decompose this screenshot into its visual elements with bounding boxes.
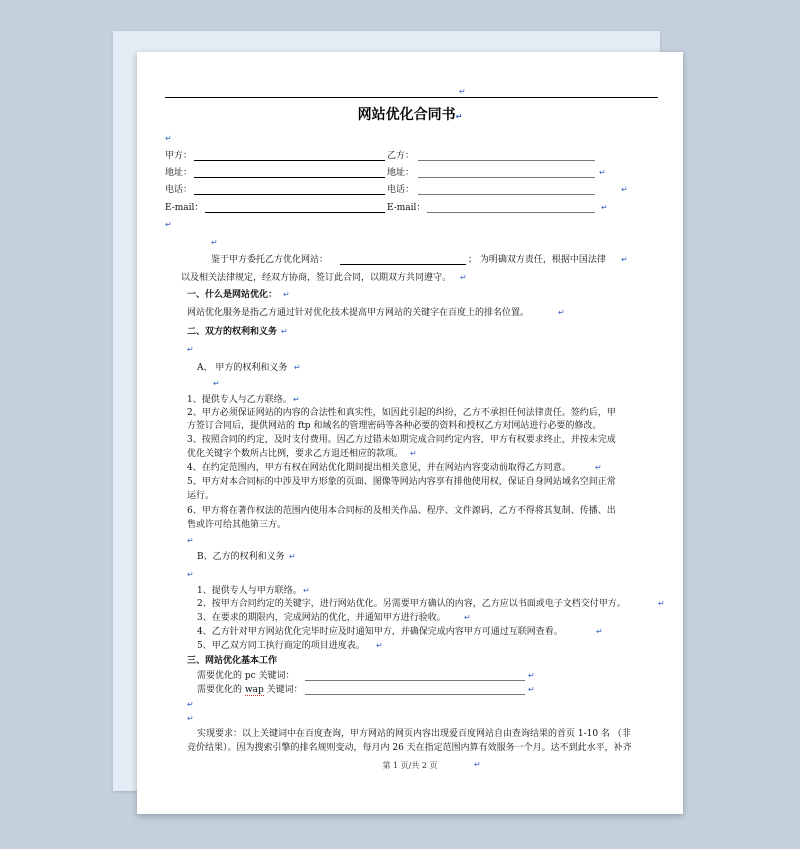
title-text: 网站优化合同书 bbox=[357, 107, 456, 123]
paragraph-mark-icon: ↵ bbox=[187, 700, 194, 709]
paragraph-mark-icon: ↵ bbox=[474, 760, 481, 769]
paragraph-mark-icon: ↵ bbox=[213, 379, 220, 388]
page-footer bbox=[137, 760, 683, 771]
paragraph-mark-icon: ↵ bbox=[187, 714, 194, 723]
email-a-field[interactable] bbox=[205, 212, 385, 213]
document-page[interactable] bbox=[137, 52, 683, 814]
document-title bbox=[137, 104, 683, 124]
paragraph-mark-icon: ↵ bbox=[621, 185, 628, 194]
party-a-field[interactable] bbox=[194, 160, 385, 161]
section-2-title: 二、双方的权利和义务 bbox=[187, 327, 278, 337]
a-item: 3、按照合同的约定，及时支付费用。因乙方过错未如期完成合同约定内容，甲方有权要求终止，并按未完成 bbox=[187, 435, 616, 445]
page-number: 第 1 页/共 2 页 bbox=[382, 761, 438, 770]
address-a-label: 地址： bbox=[165, 168, 193, 178]
paragraph-mark-icon: ↵ bbox=[528, 671, 535, 680]
party-a-label: 甲方： bbox=[165, 151, 193, 161]
paragraph-mark-icon: ↵ bbox=[293, 395, 300, 404]
paragraph-mark-icon: ↵ bbox=[460, 273, 467, 282]
paragraph-mark-icon: ↵ bbox=[303, 586, 310, 595]
phone-a-field[interactable] bbox=[194, 194, 385, 195]
paragraph-mark-icon: ↵ bbox=[283, 290, 290, 299]
intro-line-1a: 鉴于甲方委托乙方优化网站： bbox=[211, 255, 329, 265]
pc-keywords-field[interactable] bbox=[305, 680, 525, 681]
paragraph-mark-icon: ↵ bbox=[187, 536, 194, 545]
wap-keywords-field[interactable] bbox=[305, 694, 525, 695]
wap-keywords-label: 需要优化的 wap 关键词： bbox=[197, 685, 303, 695]
a-item: 方签订合同后，提供网站的 ftp 和域名的管理密码等各种必要的资料和授权乙方对网站进行必要的修改。 bbox=[187, 421, 602, 431]
paragraph-mark-icon: ↵ bbox=[187, 345, 194, 354]
paragraph-mark-icon: ↵ bbox=[459, 87, 466, 96]
paragraph-mark-icon: ↵ bbox=[596, 627, 603, 636]
paragraph-mark-icon: ↵ bbox=[658, 599, 665, 608]
phone-b-field[interactable] bbox=[418, 194, 595, 195]
spellcheck-underline: wap bbox=[244, 685, 264, 695]
paragraph-mark-icon: ↵ bbox=[599, 168, 606, 177]
party-b-field[interactable] bbox=[418, 160, 595, 161]
paragraph-mark-icon: ↵ bbox=[165, 134, 172, 143]
paragraph-mark-icon: ↵ bbox=[528, 685, 535, 694]
address-b-label: 地址： bbox=[387, 168, 415, 178]
section-1-text: 网站优化服务是指乙方通过针对优化技术提高甲方网站的关键字在百度上的排名位置。 bbox=[187, 308, 530, 318]
a-item: 5、甲方对本合同标的中涉及甲方形象的页面、图像等网站内容享有排他使用权，保证自身网站域名空间正常 bbox=[187, 477, 616, 487]
email-b-field[interactable] bbox=[427, 212, 595, 213]
a-item: 优化关键字个数所占比例，要求乙方退还相应的款项。 bbox=[187, 449, 404, 459]
a-item: 6、甲方将在著作权法的范围内使用本合同标的及相关作品、程序、文件源码，乙方不得将其复制、传播、出 bbox=[187, 506, 616, 516]
b-item: 4、乙方针对甲方网站优化完毕时应及时通知甲方，并确保完成内容甲方可通过互联网查看。 bbox=[197, 627, 563, 637]
b-item: 1、提供专人与甲方联络。 bbox=[197, 586, 302, 596]
intro-line-1b: ； 为明确双方责任，根据中国法律 bbox=[468, 255, 606, 265]
a-item: 运行。 bbox=[187, 491, 215, 501]
party-b-label: 乙方： bbox=[387, 151, 415, 161]
email-b-label: E-mail： bbox=[387, 203, 426, 213]
requirement-line-1: 实现要求：以上关键词中在百度查询，甲方网站的网页内容出现爱百度网站自由查询结果的首页 1-10 名 （非 bbox=[197, 729, 631, 739]
paragraph-mark-icon: ↵ bbox=[595, 463, 602, 472]
email-a-label: E-mail： bbox=[165, 203, 204, 213]
a-item: 4、在约定范围内，甲方有权在网站优化期间提出相关意见，并在网站内容变动前取得乙方同意。 bbox=[187, 463, 571, 473]
paragraph-mark-icon: ↵ bbox=[601, 203, 608, 212]
header-rule bbox=[165, 97, 658, 98]
paragraph-mark-icon: ↵ bbox=[464, 613, 471, 622]
paragraph-mark-icon: ↵ bbox=[410, 449, 417, 458]
paragraph-mark-icon: ↵ bbox=[211, 238, 218, 247]
a-item: 售或许可给其他第三方。 bbox=[187, 520, 287, 530]
paragraph-mark-icon: ↵ bbox=[165, 220, 172, 229]
section-1-title: 一、什么是网站优化： bbox=[187, 290, 278, 300]
pc-keywords-label: 需要优化的 pc 关键词： bbox=[197, 671, 295, 681]
b-item: 3、在要求的期限内，完成网站的优化，并通知甲方进行验收。 bbox=[197, 613, 446, 623]
b-item: 5、甲乙双方同工执行商定的项目进度表。 bbox=[197, 641, 365, 651]
address-a-field[interactable] bbox=[194, 177, 385, 178]
address-b-field[interactable] bbox=[418, 177, 595, 178]
section-3-title: 三、网站优化基本工作 bbox=[187, 656, 278, 666]
paragraph-mark-icon: ↵ bbox=[281, 327, 288, 336]
website-field[interactable] bbox=[340, 264, 466, 265]
paragraph-mark-icon: ↵ bbox=[455, 112, 463, 121]
paragraph-mark-icon: ↵ bbox=[289, 552, 296, 561]
a-item: 1、提供专人与乙方联络。 bbox=[187, 395, 292, 405]
phone-b-label: 电话： bbox=[387, 185, 415, 195]
intro-line-2: 以及相关法律规定，经双方协商，签订此合同，以期双方共同遵守。 bbox=[181, 273, 452, 283]
subsection-a-title: A、 甲方的权利和义务 bbox=[197, 363, 288, 373]
subsection-b-title: B、乙方的权利和义务 bbox=[197, 552, 285, 562]
paragraph-mark-icon: ↵ bbox=[376, 641, 383, 650]
paragraph-mark-icon: ↵ bbox=[294, 363, 301, 372]
requirement-line-2: 竞价结果）。因为搜索引擎的排名规则变动，每月内 26 天在指定范围内算有效服务一个月。达不到此水平，补齐 bbox=[187, 743, 632, 753]
a-item: 2、甲方必须保证网站的内容的合法性和真实性，如因此引起的纠纷，乙方不承担任何法律责任。签约后，甲 bbox=[187, 408, 616, 418]
paragraph-mark-icon: ↵ bbox=[558, 308, 565, 317]
phone-a-label: 电话： bbox=[165, 185, 193, 195]
b-item: 2、按甲方合同约定的关键字，进行网站优化。另需要甲方确认的内容，乙方应以书面或电子文档交付甲方。 bbox=[197, 599, 626, 609]
paragraph-mark-icon: ↵ bbox=[187, 570, 194, 579]
paragraph-mark-icon: ↵ bbox=[621, 255, 628, 264]
